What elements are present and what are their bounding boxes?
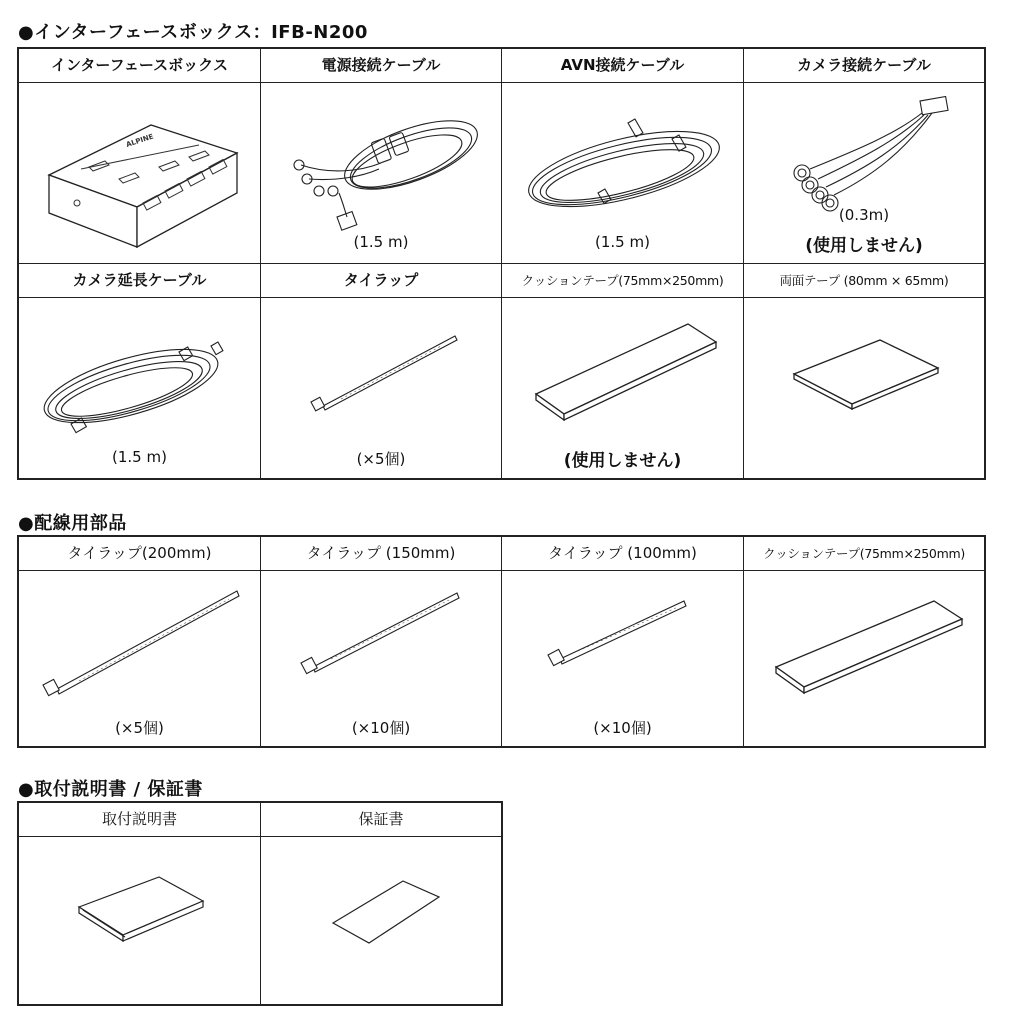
item-name: AVN接続ケーブル [560, 56, 685, 74]
alpine-logo: ALPINE [125, 132, 155, 149]
item-name: タイラップ(200mm) [67, 544, 212, 562]
power-cable-cell [261, 83, 501, 263]
section-title-manual-warranty: ●取付説明書 / 保証書 [18, 779, 203, 800]
interface-box-contents-table [17, 47, 986, 480]
not-used-note: (使用しません) [805, 236, 923, 256]
item-qty-note: (×10個) [351, 719, 411, 737]
tie-wrap-200-cell [19, 571, 260, 746]
avn-cable-cell [502, 83, 743, 263]
cushion-tape-cell [744, 571, 984, 746]
section-title-wiring-parts: ●配線用部品 [18, 513, 127, 534]
item-name: 取付説明書 [101, 810, 177, 828]
item-name: インターフェースボックス [50, 56, 228, 74]
item-length-note: (1.5 m) [595, 233, 650, 251]
item-name: 保証書 [358, 810, 404, 828]
item-qty-note: (×10個) [593, 719, 652, 737]
tie-wrap-100-cell [502, 571, 743, 746]
double-sided-tape-illustration [744, 298, 984, 478]
section-title-interface-box: ●インターフェースボックス：IFB-N200 [18, 22, 368, 43]
warranty-card-illustration [261, 837, 501, 1004]
item-length-note: (0.3m) [838, 206, 890, 224]
item-name: 電源接続ケーブル [321, 56, 441, 74]
manual-cell [19, 837, 260, 1004]
item-qty-note: (×5個) [115, 719, 164, 737]
double-sided-tape-cell [744, 298, 984, 478]
tie-wrap-150-cell [261, 571, 501, 746]
cushion-tape-illustration [744, 571, 984, 746]
not-used-note: (使用しません) [563, 451, 682, 471]
cushion-tape-cell [502, 298, 743, 478]
manual-illustration [19, 837, 260, 1004]
item-name: タイラップ (100mm) [548, 544, 697, 562]
item-name: クッションテープ(75mm×250mm) [763, 546, 965, 561]
item-name: タイラップ [343, 271, 419, 289]
documents-table [17, 801, 503, 1006]
item-name: カメラ接続ケーブル [797, 56, 931, 74]
item-length-note: (1.5 m) [112, 448, 167, 466]
item-qty-note: (×5個) [356, 450, 406, 468]
interface-box-cell [19, 83, 260, 263]
item-name: カメラ延長ケーブル [72, 271, 207, 289]
camera-cable-cell [744, 83, 984, 263]
item-name: タイラップ (150mm) [306, 544, 456, 562]
wiring-parts-table [17, 535, 986, 748]
camera-extension-cable-cell [19, 298, 260, 478]
item-name: 両面テープ (80mm × 65mm) [779, 273, 949, 288]
interface-box-illustration [19, 83, 260, 263]
warranty-card-cell [261, 837, 501, 1004]
item-name: クッションテープ(75mm×250mm) [521, 273, 724, 288]
item-length-note: (1.5 m) [353, 233, 409, 251]
tie-wrap-cell [261, 298, 501, 478]
